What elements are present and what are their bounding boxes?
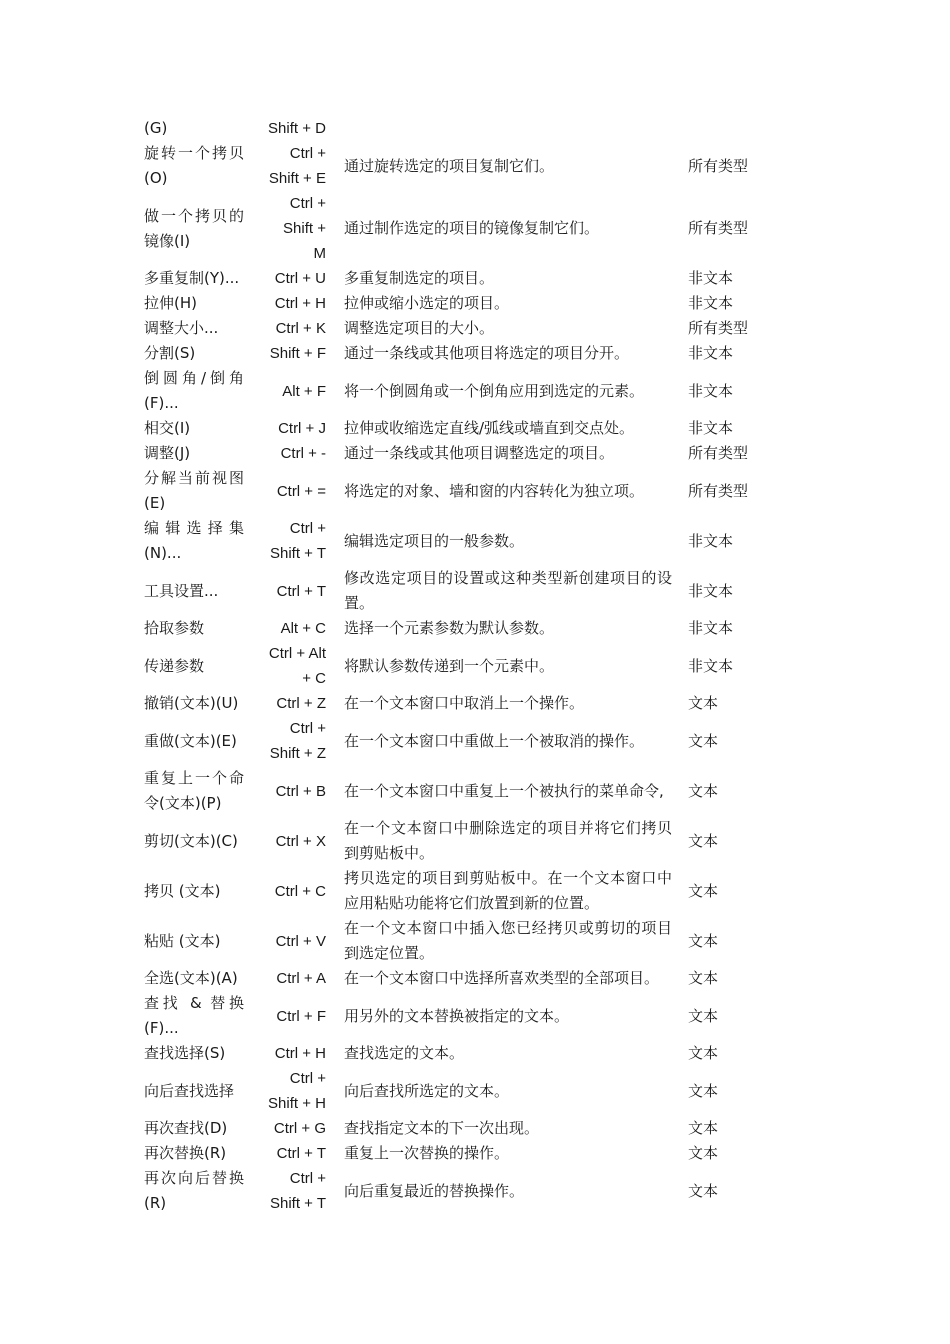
applies-to-cell bbox=[682, 291, 780, 316]
description-text: 选择一个元素参数为默认参数。 bbox=[344, 619, 555, 637]
description-text: 将默认参数传递到一个元素中。 bbox=[344, 656, 555, 675]
table-row bbox=[140, 716, 780, 766]
command-name-cell bbox=[140, 816, 252, 866]
applies-to-cell bbox=[682, 316, 780, 341]
shortcut-key-cell bbox=[252, 866, 332, 916]
description-cell bbox=[332, 316, 682, 341]
command-name-cell bbox=[140, 766, 252, 816]
applies-to-text: 非文本 bbox=[688, 656, 734, 675]
applies-to-text: 文本 bbox=[688, 931, 719, 950]
shortcut-key-cell bbox=[252, 616, 332, 641]
command-name-text: 粘贴 (文本) bbox=[144, 931, 221, 950]
applies-to-text: 文本 bbox=[688, 694, 719, 712]
table-row bbox=[140, 266, 780, 291]
shortcut-key-cell bbox=[252, 566, 332, 616]
description-cell bbox=[332, 266, 682, 291]
shortcut-key-text: Ctrl + F bbox=[276, 1007, 326, 1025]
applies-to-text: 文本 bbox=[688, 1006, 719, 1025]
table-row bbox=[140, 116, 780, 141]
table-row bbox=[140, 566, 780, 616]
table-row bbox=[140, 966, 780, 991]
shortcut-key-cell bbox=[252, 1066, 332, 1116]
command-name-text: 再次查找(D) bbox=[144, 1119, 228, 1137]
applies-to-text: 所有类型 bbox=[688, 444, 749, 462]
applies-to-text: 非文本 bbox=[688, 531, 734, 550]
command-name-text: 再次替换(R) bbox=[144, 1144, 227, 1162]
command-name-cell bbox=[140, 316, 252, 341]
applies-to-text: 非文本 bbox=[688, 381, 734, 400]
command-name-cell bbox=[140, 716, 252, 766]
applies-to-cell bbox=[682, 516, 780, 566]
table-row bbox=[140, 516, 780, 566]
shortcut-key-cell bbox=[252, 916, 332, 966]
description-cell bbox=[332, 641, 682, 691]
description-cell bbox=[332, 466, 682, 516]
applies-to-text: 所有类型 bbox=[688, 156, 749, 175]
table-row bbox=[140, 191, 780, 266]
description-text: 在一个文本窗口中插入您已经拷贝或剪切的项目到选定位置。 bbox=[344, 919, 672, 962]
applies-to-cell bbox=[682, 716, 780, 766]
description-text: 用另外的文本替换被指定的文本。 bbox=[344, 1006, 570, 1025]
applies-to-cell bbox=[682, 1041, 780, 1066]
description-cell bbox=[332, 916, 682, 966]
command-name-cell bbox=[140, 1141, 252, 1166]
description-cell bbox=[332, 1141, 682, 1166]
shortcut-key-cell bbox=[252, 466, 332, 516]
description-text: 将选定的对象、墙和窗的内容转化为独立项。 bbox=[344, 481, 645, 500]
applies-to-cell bbox=[682, 441, 780, 466]
description-cell bbox=[332, 966, 682, 991]
description-text: 拉伸或缩小选定的项目。 bbox=[344, 294, 510, 312]
shortcut-key-cell bbox=[252, 966, 332, 991]
shortcut-key-cell bbox=[252, 191, 332, 266]
description-cell bbox=[332, 691, 682, 716]
description-cell bbox=[332, 516, 682, 566]
shortcut-key-cell bbox=[252, 316, 332, 341]
shortcut-key-cell bbox=[252, 266, 332, 291]
shortcut-key-text: Ctrl + = bbox=[276, 482, 326, 500]
applies-to-text: 非文本 bbox=[688, 344, 734, 362]
description-cell bbox=[332, 116, 682, 141]
command-name-text: 拉伸(H) bbox=[144, 294, 197, 312]
command-name-cell bbox=[140, 191, 252, 266]
shortcut-key-text: Ctrl + A bbox=[276, 970, 326, 987]
command-name-text: 剪切(文本)(C) bbox=[144, 831, 238, 850]
command-name-text: 再次向后替换(R) bbox=[144, 1169, 244, 1212]
applies-to-cell bbox=[682, 416, 780, 441]
applies-to-cell bbox=[682, 266, 780, 291]
command-name-cell bbox=[140, 1166, 252, 1216]
table-row bbox=[140, 866, 780, 916]
table-row bbox=[140, 291, 780, 316]
shortcut-key-text: Ctrl + Alt + C bbox=[268, 645, 326, 687]
description-cell bbox=[332, 766, 682, 816]
command-name-text: 多重复制(Y)... bbox=[144, 269, 240, 287]
command-name-cell bbox=[140, 1066, 252, 1116]
shortcut-table bbox=[140, 116, 780, 1216]
command-name-text: 倒圆角/倒角(F)... bbox=[144, 369, 244, 412]
shortcut-key-cell bbox=[252, 1041, 332, 1066]
table-row bbox=[140, 616, 780, 641]
command-name-cell bbox=[140, 341, 252, 366]
applies-to-cell bbox=[682, 691, 780, 716]
description-cell bbox=[332, 1166, 682, 1216]
description-cell bbox=[332, 441, 682, 466]
applies-to-cell bbox=[682, 341, 780, 366]
description-cell bbox=[332, 291, 682, 316]
shortcut-key-cell bbox=[252, 816, 332, 866]
shortcut-key-text: Ctrl + T bbox=[276, 582, 326, 600]
description-cell bbox=[332, 866, 682, 916]
description-cell bbox=[332, 191, 682, 266]
command-name-text: 旋转一个拷贝(O) bbox=[144, 144, 244, 187]
command-name-cell bbox=[140, 966, 252, 991]
description-cell bbox=[332, 366, 682, 416]
description-text: 编辑选定项目的一般参数。 bbox=[344, 531, 525, 550]
command-name-cell bbox=[140, 466, 252, 516]
shortcut-key-cell bbox=[252, 291, 332, 316]
command-name-cell bbox=[140, 866, 252, 916]
table-row bbox=[140, 366, 780, 416]
description-text: 修改选定项目的设置或这种类型新创建项目的设置。 bbox=[344, 569, 672, 612]
applies-to-cell bbox=[682, 1066, 780, 1116]
table-row bbox=[140, 691, 780, 716]
shortcut-key-text: Shift + D bbox=[268, 120, 326, 137]
description-text: 在一个文本窗口中重做上一个被取消的操作。 bbox=[344, 731, 645, 750]
shortcut-key-text: Ctrl + J bbox=[278, 420, 326, 437]
applies-to-text: 非文本 bbox=[688, 269, 734, 287]
command-name-text: 相交(I) bbox=[144, 419, 191, 437]
shortcut-key-cell bbox=[252, 1141, 332, 1166]
shortcut-key-cell bbox=[252, 716, 332, 766]
applies-to-text: 非文本 bbox=[688, 581, 734, 600]
applies-to-cell bbox=[682, 866, 780, 916]
shortcut-key-text: Alt + C bbox=[280, 620, 326, 637]
applies-to-text: 文本 bbox=[688, 881, 719, 900]
command-name-cell bbox=[140, 566, 252, 616]
applies-to-cell bbox=[682, 1141, 780, 1166]
command-name-text: 撤销(文本)(U) bbox=[144, 694, 239, 712]
command-name-cell bbox=[140, 516, 252, 566]
command-name-cell bbox=[140, 991, 252, 1041]
applies-to-text: 文本 bbox=[688, 1119, 719, 1137]
applies-to-cell bbox=[682, 191, 780, 266]
shortcut-key-text: Ctrl + H bbox=[274, 295, 326, 312]
command-name-cell bbox=[140, 141, 252, 191]
command-name-cell bbox=[140, 1041, 252, 1066]
shortcut-key-cell bbox=[252, 366, 332, 416]
command-name-cell bbox=[140, 366, 252, 416]
applies-to-cell bbox=[682, 916, 780, 966]
shortcut-key-text: Ctrl + Shift + M bbox=[283, 195, 326, 262]
description-text: 将一个倒圆角或一个倒角应用到选定的元素。 bbox=[344, 381, 645, 400]
document-page bbox=[140, 116, 820, 1216]
applies-to-text: 文本 bbox=[688, 731, 719, 750]
applies-to-cell bbox=[682, 966, 780, 991]
applies-to-text: 非文本 bbox=[688, 294, 734, 312]
description-text: 在一个文本窗口中重复上一个被执行的菜单命令, bbox=[344, 781, 664, 800]
shortcut-key-cell bbox=[252, 116, 332, 141]
command-name-text: 重复上一个命令(文本)(P) bbox=[144, 769, 244, 812]
table-row bbox=[140, 466, 780, 516]
table-row bbox=[140, 341, 780, 366]
description-text: 通过一条线或其他项目调整选定的项目。 bbox=[344, 444, 615, 462]
table-row bbox=[140, 816, 780, 866]
applies-to-text: 文本 bbox=[688, 1144, 719, 1162]
shortcut-key-cell bbox=[252, 416, 332, 441]
command-name-text: 工具设置... bbox=[144, 581, 219, 600]
applies-to-cell bbox=[682, 116, 780, 141]
command-name-text: 拷贝 (文本) bbox=[144, 881, 221, 900]
command-name-cell bbox=[140, 691, 252, 716]
description-cell bbox=[332, 716, 682, 766]
description-text: 调整选定项目的大小。 bbox=[344, 319, 495, 337]
applies-to-cell bbox=[682, 641, 780, 691]
description-cell bbox=[332, 616, 682, 641]
applies-to-text: 非文本 bbox=[688, 419, 734, 437]
description-text: 多重复制选定的项目。 bbox=[344, 269, 495, 287]
description-text: 在一个文本窗口中删除选定的项目并将它们拷贝到剪贴板中。 bbox=[344, 819, 672, 862]
description-text: 查找指定文本的下一次出现。 bbox=[344, 1119, 540, 1137]
table-row bbox=[140, 641, 780, 691]
table-row bbox=[140, 1166, 780, 1216]
command-name-cell bbox=[140, 441, 252, 466]
command-name-cell bbox=[140, 291, 252, 316]
description-text: 向后重复最近的替换操作。 bbox=[344, 1181, 525, 1200]
command-name-text: 分割(S) bbox=[144, 344, 196, 362]
table-row bbox=[140, 1041, 780, 1066]
description-cell bbox=[332, 341, 682, 366]
table-row bbox=[140, 316, 780, 341]
applies-to-text: 所有类型 bbox=[688, 481, 749, 500]
description-cell bbox=[332, 416, 682, 441]
shortcut-key-text: Shift + F bbox=[269, 345, 326, 362]
shortcut-key-text: Ctrl + Shift + T bbox=[269, 1170, 326, 1212]
command-name-text: 传递参数 bbox=[144, 656, 205, 675]
shortcut-key-text: Ctrl + C bbox=[274, 882, 326, 900]
table-row bbox=[140, 1066, 780, 1116]
shortcut-key-text: Ctrl + Shift + E bbox=[268, 145, 326, 187]
applies-to-text: 所有类型 bbox=[688, 319, 749, 337]
shortcut-key-cell bbox=[252, 141, 332, 191]
table-row bbox=[140, 1116, 780, 1141]
command-name-text: 重做(文本)(E) bbox=[144, 731, 237, 750]
table-row bbox=[140, 916, 780, 966]
shortcut-key-text: Alt + F bbox=[282, 382, 326, 400]
command-name-text: 分解当前视图(E) bbox=[144, 469, 244, 512]
shortcut-key-cell bbox=[252, 766, 332, 816]
description-cell bbox=[332, 566, 682, 616]
command-name-cell bbox=[140, 1116, 252, 1141]
table-row bbox=[140, 1141, 780, 1166]
description-text: 拷贝选定的项目到剪贴板中。在一个文本窗口中应用粘贴功能将它们放置到新的位置。 bbox=[344, 869, 672, 912]
applies-to-text: 文本 bbox=[688, 831, 719, 850]
applies-to-cell bbox=[682, 816, 780, 866]
applies-to-cell bbox=[682, 991, 780, 1041]
applies-to-text: 文本 bbox=[688, 1181, 719, 1200]
description-text: 重复上一次替换的操作。 bbox=[344, 1144, 510, 1162]
shortcut-key-text: Ctrl + B bbox=[275, 782, 326, 800]
applies-to-cell bbox=[682, 1116, 780, 1141]
command-name-text: 编辑选择集(N)... bbox=[144, 519, 244, 562]
description-text: 通过旋转选定的项目复制它们。 bbox=[344, 156, 555, 175]
command-name-cell bbox=[140, 916, 252, 966]
command-name-text: 调整大小... bbox=[144, 319, 219, 337]
command-name-text: 做一个拷贝的镜像(I) bbox=[144, 206, 244, 250]
shortcut-key-text: Ctrl + - bbox=[280, 445, 326, 462]
description-cell bbox=[332, 1066, 682, 1116]
command-name-cell bbox=[140, 641, 252, 691]
command-name-text: 查找 & 替换(F)... bbox=[144, 994, 244, 1037]
table-row bbox=[140, 416, 780, 441]
shortcut-table-body bbox=[140, 116, 780, 1216]
applies-to-text: 文本 bbox=[688, 1081, 719, 1100]
shortcut-key-text: Ctrl + Shift + Z bbox=[269, 720, 326, 762]
command-name-text: 调整(J) bbox=[144, 444, 191, 462]
shortcut-key-cell bbox=[252, 641, 332, 691]
applies-to-text: 文本 bbox=[688, 969, 719, 987]
table-row bbox=[140, 141, 780, 191]
command-name-cell bbox=[140, 416, 252, 441]
command-name-text: 查找选择(S) bbox=[144, 1044, 226, 1062]
command-name-cell bbox=[140, 616, 252, 641]
shortcut-key-cell bbox=[252, 341, 332, 366]
description-text: 在一个文本窗口中取消上一个操作。 bbox=[344, 694, 585, 712]
description-text: 在一个文本窗口中选择所喜欢类型的全部项目。 bbox=[344, 969, 660, 987]
command-name-text: (G) bbox=[144, 119, 168, 137]
shortcut-key-cell bbox=[252, 1166, 332, 1216]
description-text: 向后查找所选定的文本。 bbox=[344, 1081, 510, 1100]
applies-to-text: 所有类型 bbox=[688, 219, 749, 237]
command-name-text: 全选(文本)(A) bbox=[144, 969, 238, 987]
description-cell bbox=[332, 1041, 682, 1066]
description-cell bbox=[332, 1116, 682, 1141]
applies-to-cell bbox=[682, 566, 780, 616]
shortcut-key-text: Ctrl + K bbox=[275, 320, 326, 337]
applies-to-cell bbox=[682, 366, 780, 416]
command-name-cell bbox=[140, 116, 252, 141]
shortcut-key-text: Ctrl + G bbox=[273, 1120, 326, 1137]
applies-to-text: 文本 bbox=[688, 1044, 719, 1062]
description-cell bbox=[332, 141, 682, 191]
description-text: 通过一条线或其他项目将选定的项目分开。 bbox=[344, 344, 630, 362]
applies-to-cell bbox=[682, 141, 780, 191]
shortcut-key-text: Ctrl + X bbox=[275, 832, 326, 850]
table-row bbox=[140, 766, 780, 816]
shortcut-key-cell bbox=[252, 1116, 332, 1141]
shortcut-key-cell bbox=[252, 991, 332, 1041]
command-name-text: 向后查找选择 bbox=[144, 1081, 235, 1100]
shortcut-key-text: Ctrl + Shift + H bbox=[268, 1070, 326, 1112]
shortcut-key-text: Ctrl + Z bbox=[276, 695, 326, 712]
table-row bbox=[140, 991, 780, 1041]
applies-to-cell bbox=[682, 616, 780, 641]
shortcut-key-text: Ctrl + Shift + T bbox=[269, 520, 326, 562]
shortcut-key-cell bbox=[252, 516, 332, 566]
description-cell bbox=[332, 991, 682, 1041]
applies-to-cell bbox=[682, 1166, 780, 1216]
shortcut-key-cell bbox=[252, 441, 332, 466]
description-cell bbox=[332, 816, 682, 866]
shortcut-key-text: Ctrl + V bbox=[275, 932, 326, 950]
applies-to-cell bbox=[682, 466, 780, 516]
applies-to-text: 非文本 bbox=[688, 619, 734, 637]
description-text: 通过制作选定的项目的镜像复制它们。 bbox=[344, 219, 600, 237]
shortcut-key-cell bbox=[252, 691, 332, 716]
description-text: 拉伸或收缩选定直线/弧线或墙直到交点处。 bbox=[344, 419, 635, 437]
shortcut-key-text: Ctrl + H bbox=[274, 1045, 326, 1062]
shortcut-key-text: Ctrl + T bbox=[276, 1145, 326, 1162]
applies-to-cell bbox=[682, 766, 780, 816]
applies-to-text: 文本 bbox=[688, 781, 719, 800]
shortcut-key-text: Ctrl + U bbox=[274, 270, 326, 287]
command-name-cell bbox=[140, 266, 252, 291]
table-row bbox=[140, 441, 780, 466]
description-text: 查找选定的文本。 bbox=[344, 1044, 465, 1062]
command-name-text: 拾取参数 bbox=[144, 619, 205, 637]
